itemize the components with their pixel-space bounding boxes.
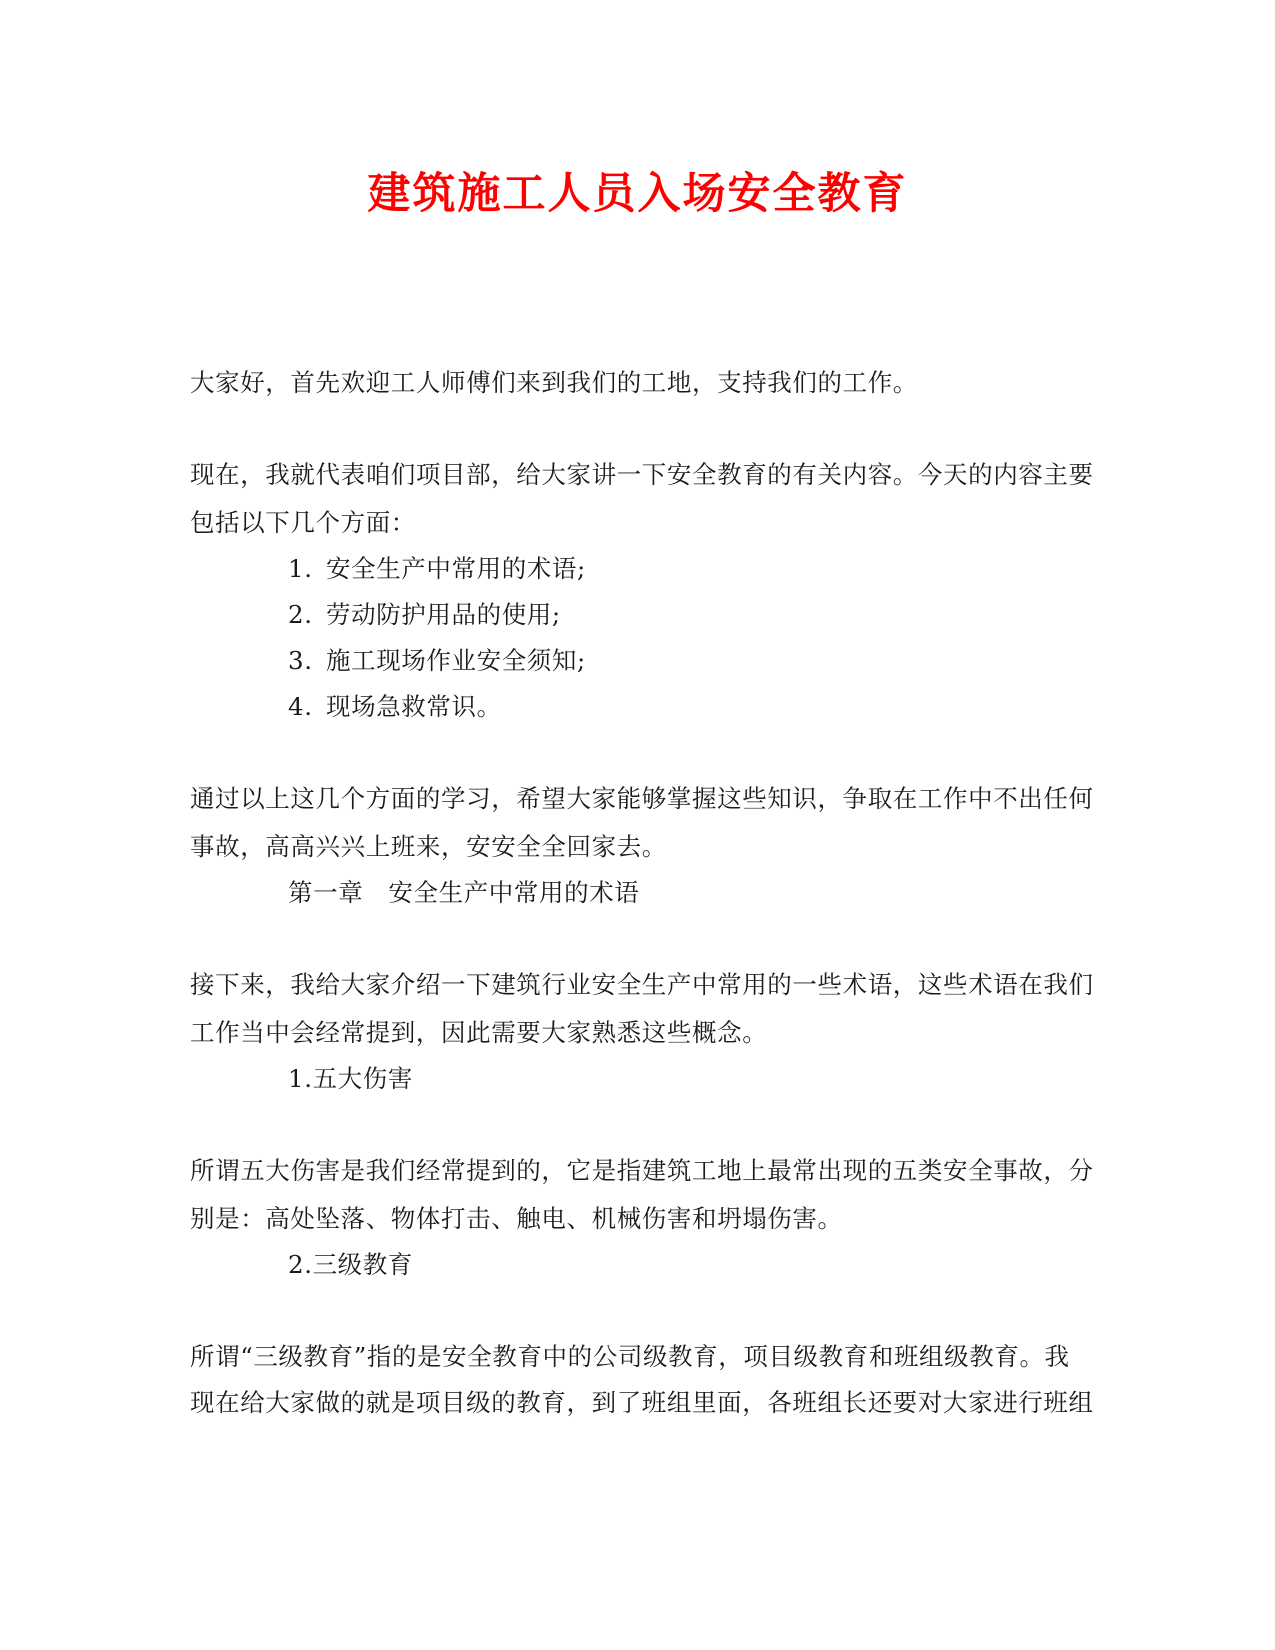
paragraph-line: 所谓“三级教育”指的是安全教育中的公司级教育，项目级教育和班组级教育。我 bbox=[190, 1342, 1070, 1371]
list-item bbox=[288, 598, 1193, 632]
chapter-heading: 第一章 安全生产中常用的术语 bbox=[288, 878, 640, 907]
section-heading: 2.三级教育 bbox=[288, 1250, 413, 1279]
list-item-text: 现场急救常识。 bbox=[326, 692, 502, 721]
list-item-number: 2. bbox=[288, 600, 313, 629]
paragraph-line: 工作当中会经常提到，因此需要大家熟悉这些概念。 bbox=[190, 1018, 768, 1047]
list-item bbox=[288, 644, 1193, 678]
document-title: 建筑施工人员入场安全教育 bbox=[367, 169, 908, 219]
list-item bbox=[288, 690, 1193, 724]
section-heading: 1.五大伤害 bbox=[288, 1064, 413, 1093]
paragraph-line: 现在给大家做的就是项目级的教育，到了班组里面，各班组长还要对大家进行班组 bbox=[190, 1388, 1094, 1417]
list-item-number: 4. bbox=[288, 692, 313, 721]
paragraph-line: 别是：高处坠落、物体打击、触电、机械伤害和坍塌伤害。 bbox=[190, 1204, 843, 1233]
paragraph-line: 所谓五大伤害是我们经常提到的，它是指建筑工地上最常出现的五类安全事故，分 bbox=[190, 1156, 1094, 1185]
paragraph-line: 通过以上这几个方面的学习，希望大家能够掌握这些知识，争取在工作中不出任何 bbox=[190, 784, 1094, 813]
paragraph-line: 接下来，我给大家介绍一下建筑行业安全生产中常用的一些术语，这些术语在我们 bbox=[190, 970, 1094, 999]
paragraph-line: 现在，我就代表咱们项目部，给大家讲一下安全教育的有关内容。今天的内容主要 bbox=[190, 460, 1094, 489]
paragraph-line: 包括以下几个方面： bbox=[190, 508, 416, 537]
list-item-text: 施工现场作业安全须知; bbox=[326, 646, 586, 675]
paragraph-line: 大家好，首先欢迎工人师傅们来到我们的工地，支持我们的工作。 bbox=[190, 368, 918, 397]
list-item-number: 3. bbox=[288, 646, 313, 675]
list-item-number: 1. bbox=[288, 554, 313, 583]
list-item-text: 劳动防护用品的使用; bbox=[326, 600, 561, 629]
paragraph-line: 事故，高高兴兴上班来，安安全全回家去。 bbox=[190, 832, 667, 861]
list-item-text: 安全生产中常用的术语; bbox=[326, 554, 586, 583]
list-item bbox=[288, 552, 1193, 586]
